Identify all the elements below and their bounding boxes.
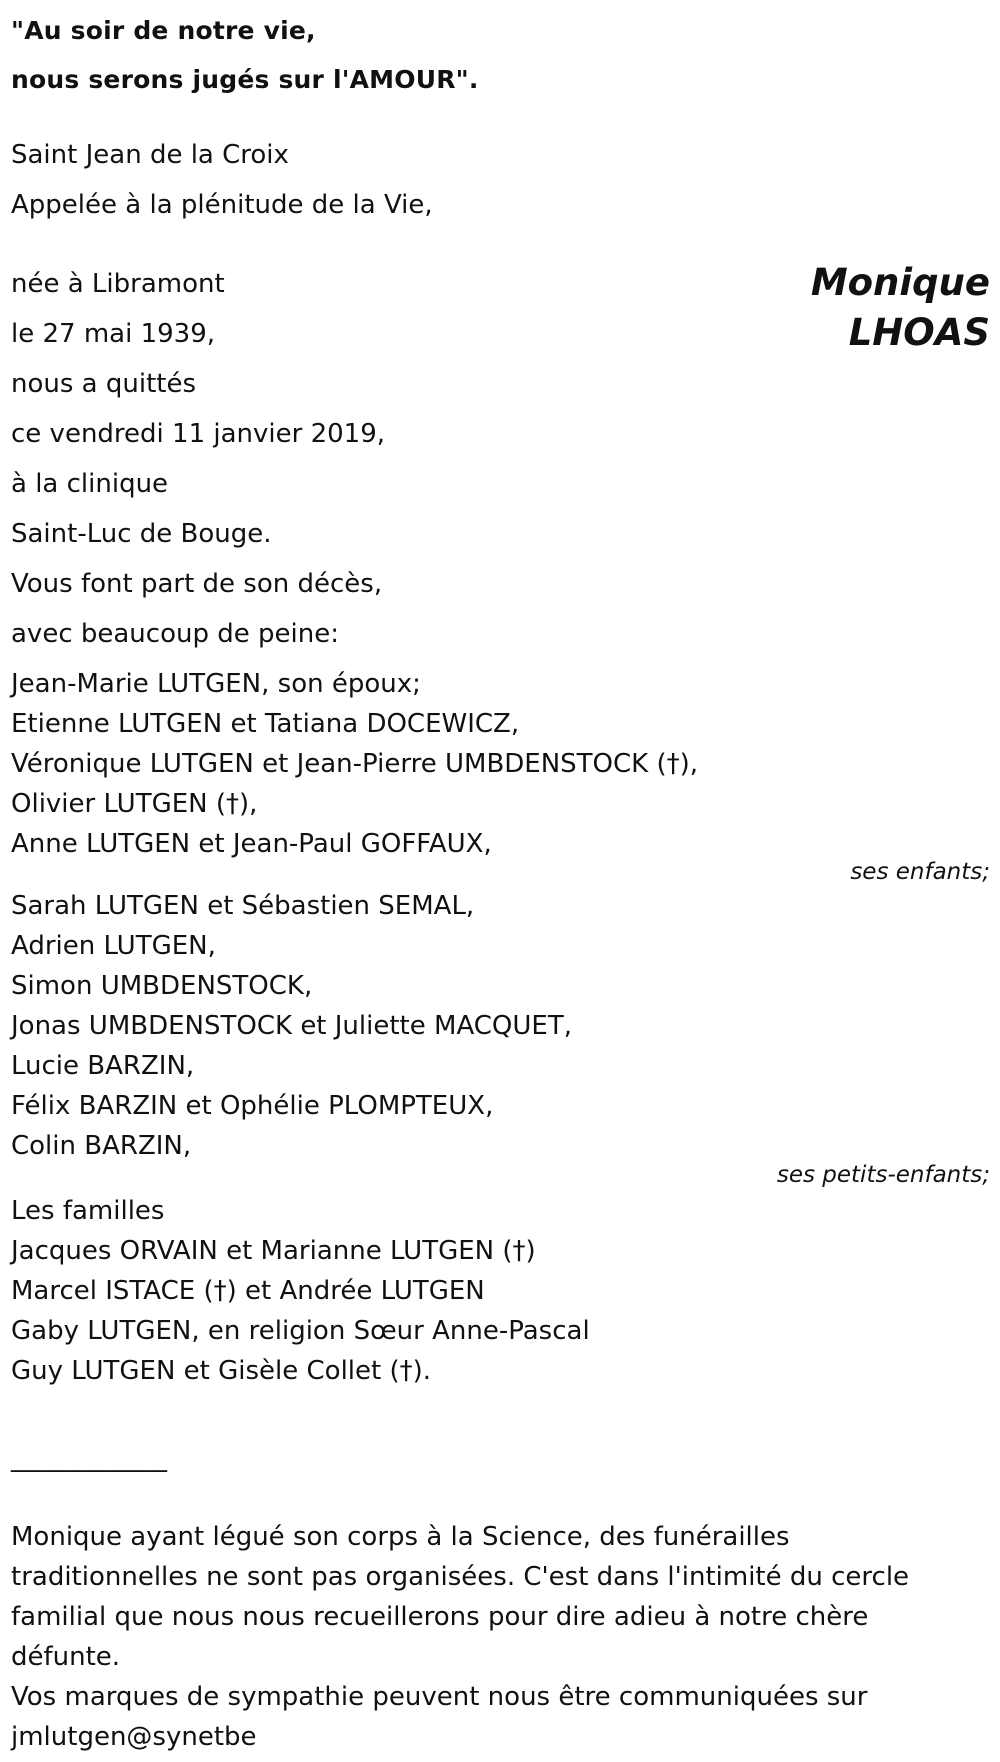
announcement-line: nous a quittés [11, 369, 197, 399]
list-item: Lucie BARZIN, [11, 1051, 195, 1081]
separator: ____________ [11, 1443, 167, 1473]
list-item: Jacques ORVAIN et Marianne LUTGEN (†) [11, 1236, 536, 1266]
closing-line: traditionnelles ne sont pas organisées. C'est dans l'intimité du cercle [11, 1562, 910, 1592]
spouse-and-children-list [11, 664, 698, 864]
announcement-line: Saint-Luc de Bouge. [11, 519, 272, 549]
list-item: Anne LUTGEN et Jean-Paul GOFFAUX, [11, 829, 492, 859]
quote [11, 6, 479, 104]
list-item: Colin BARZIN, [11, 1131, 192, 1161]
closing-line: Vos marques de sympathie peuvent nous être communiquées sur [11, 1682, 868, 1712]
closing-line: Monique ayant légué son corps à la Science, des funérailles [11, 1522, 790, 1552]
quote-author: Saint Jean de la Croix [11, 140, 289, 170]
closing-line: défunte. [11, 1642, 121, 1672]
list-item: Gaby LUTGEN, en religion Sœur Anne-Pascal [11, 1316, 590, 1346]
list-item: Marcel ISTACE (†) et Andrée LUTGEN [11, 1276, 485, 1306]
announcement-line: avec beaucoup de peine: [11, 619, 339, 649]
announcement-line: le 27 mai 1939, [11, 319, 216, 349]
children-label: ses enfants; [850, 859, 990, 885]
announcement-line: née à Libramont [11, 269, 225, 299]
closing-paragraph [11, 1517, 991, 1757]
intro-line: Appelée à la plénitude de la Vie, [11, 190, 433, 220]
quote-line: nous serons jugés sur l'AMOUR". [11, 65, 479, 94]
announcement [11, 259, 385, 659]
list-item: Jean-Marie LUTGEN, son époux; [11, 669, 421, 699]
announcement-line: ce vendredi 11 janvier 2019, [11, 419, 386, 449]
list-item: Olivier LUTGEN (†), [11, 789, 258, 819]
grandchildren-label: ses petits-enfants; [776, 1162, 990, 1188]
list-item: Félix BARZIN et Ophélie PLOMPTEUX, [11, 1091, 494, 1121]
list-item: Véronique LUTGEN et Jean-Pierre UMBDENSTOCK (†), [11, 749, 699, 779]
list-item: Sarah LUTGEN et Sébastien SEMAL, [11, 891, 475, 921]
deceased-first-name: Monique [810, 261, 990, 304]
announcement-line: à la clinique [11, 469, 169, 499]
families-list [11, 1191, 590, 1391]
announcement-line: Vous font part de son décès, [11, 569, 383, 599]
intro [11, 130, 433, 230]
list-item: Etienne LUTGEN et Tatiana DOCEWICZ, [11, 709, 520, 739]
closing-line: familial que nous nous recueillerons pour dire adieu à notre chère [11, 1602, 869, 1632]
closing-line: jmlutgen@synetbe [11, 1722, 257, 1752]
list-item: Simon UMBDENSTOCK, [11, 971, 313, 1001]
list-item: Adrien LUTGEN, [11, 931, 216, 961]
deceased-name [811, 258, 990, 358]
list-item: Jonas UMBDENSTOCK et Juliette MACQUET, [11, 1011, 572, 1041]
grandchildren-list [11, 886, 572, 1166]
list-item: Guy LUTGEN et Gisèle Collet (†). [11, 1356, 432, 1386]
quote-line: "Au soir de notre vie, [11, 16, 316, 45]
deceased-last-name: LHOAS [848, 311, 990, 354]
list-item: Les familles [11, 1196, 165, 1226]
